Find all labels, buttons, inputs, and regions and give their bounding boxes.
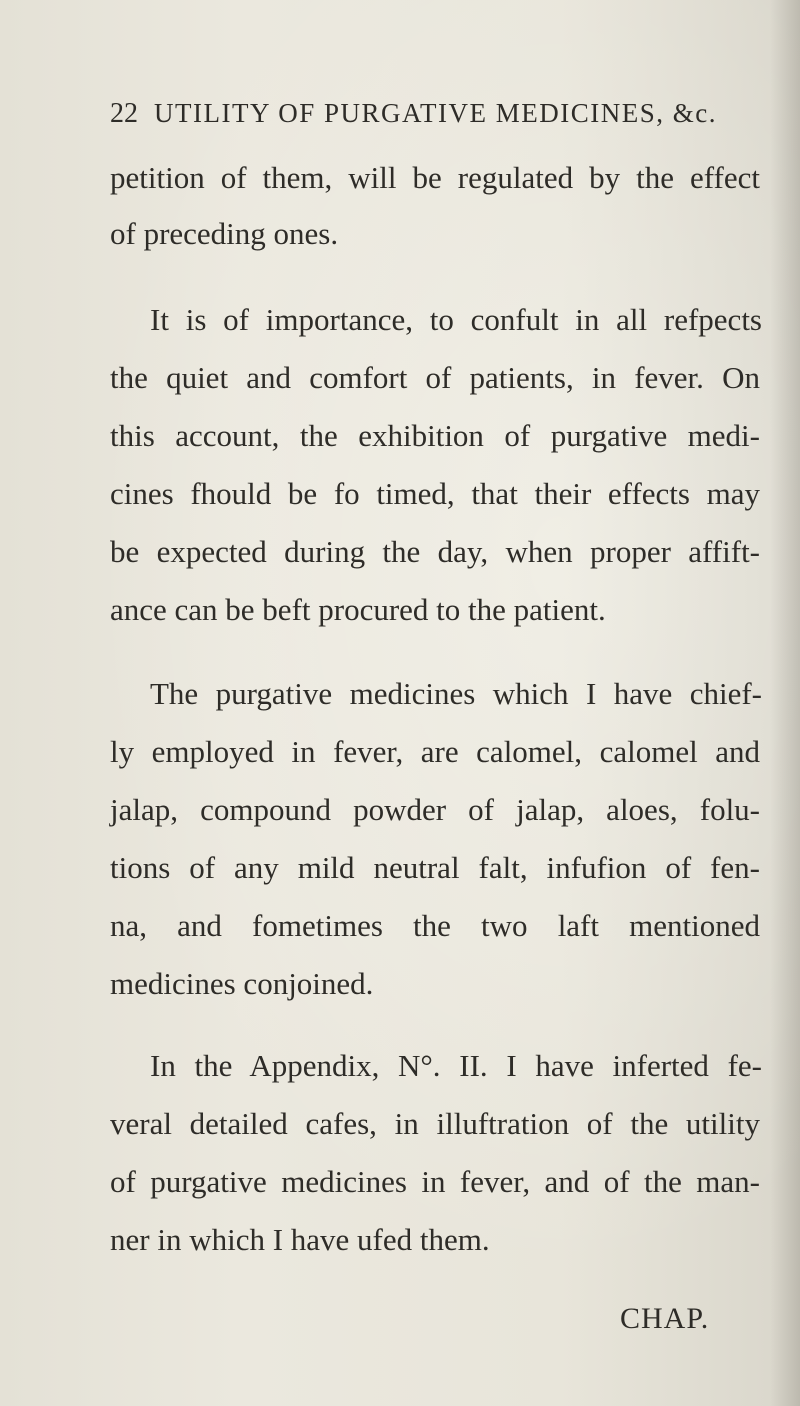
text-line: In the Appendix, N°. II. I have inferted fe- — [150, 1048, 762, 1083]
text-line: na, and fometimes the two laft mentioned — [110, 908, 760, 943]
running-head — [110, 98, 770, 130]
text-line: tions of any mild neutral falt, infufion of fen- — [110, 850, 760, 885]
text-line: of purgative medicines in fever, and of the man- — [110, 1164, 760, 1199]
text-line: ly employed in fever, are calomel, calomel and — [110, 734, 760, 769]
text-line: It is of importance, to confult in all refpects — [150, 302, 762, 337]
page-number: 22 — [110, 98, 138, 129]
text-line: petition of them, will be regulated by the effect — [110, 160, 760, 195]
text-line: ance can be beft procured to the patient. — [110, 592, 606, 627]
catchword: CHAP. — [620, 1302, 710, 1335]
text-line: jalap, compound powder of jalap, aloes, folu- — [110, 792, 760, 827]
text-line: be expected during the day, when proper affift- — [110, 534, 760, 569]
text-line: the quiet and comfort of patients, in fever. On — [110, 360, 760, 395]
text-line: this account, the exhibition of purgative medi- — [110, 418, 760, 453]
text-line: ner in which I have ufed them. — [110, 1222, 490, 1257]
text-line: veral detailed cafes, in illuftration of the utility — [110, 1106, 760, 1141]
running-title: UTILITY OF PURGATIVE MEDICINES, &c. — [154, 98, 717, 128]
text-line: medicines conjoined. — [110, 966, 374, 1001]
text-line: The purgative medicines which I have chief- — [150, 676, 762, 711]
page-edge-shadow — [770, 0, 800, 1406]
text-line: of preceding ones. — [110, 216, 339, 251]
text-line: cines fhould be fo timed, that their effects may — [110, 476, 760, 511]
